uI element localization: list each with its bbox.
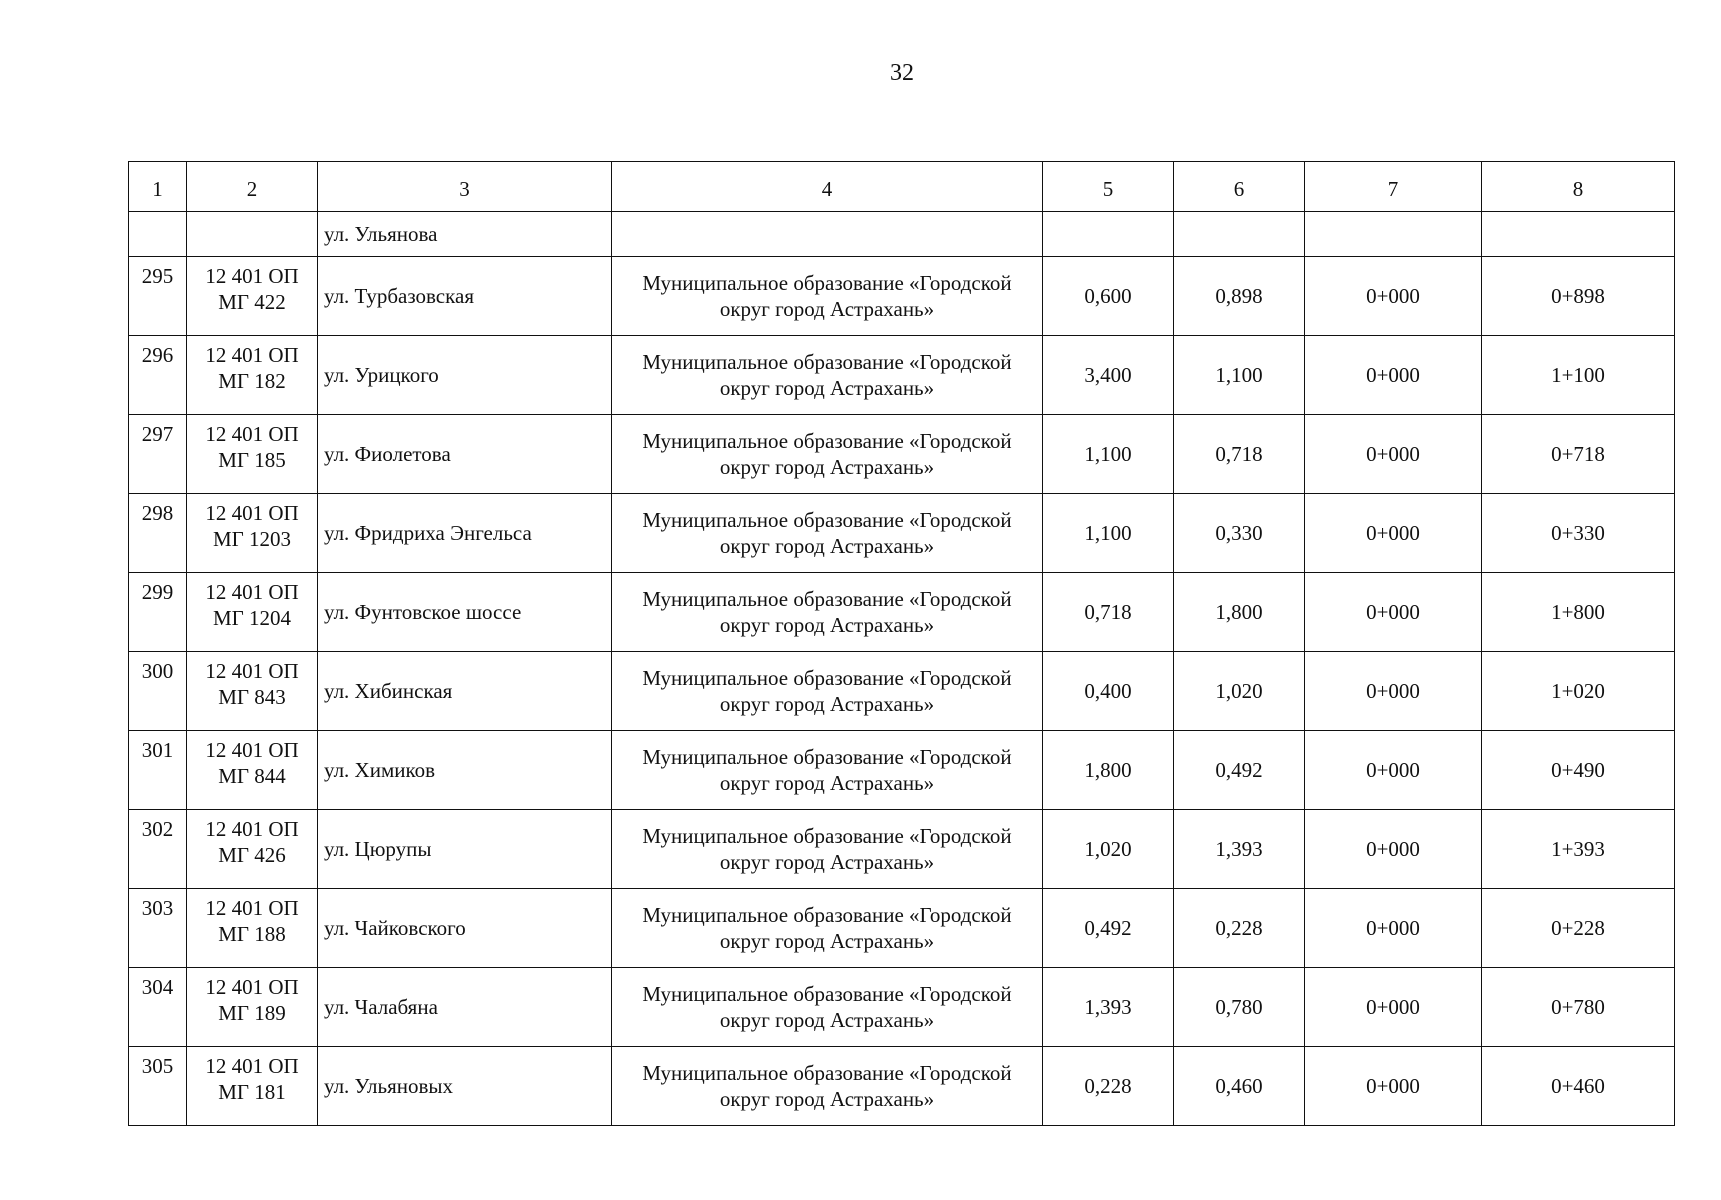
road-id-code — [187, 1047, 318, 1126]
owner-name-line-1: Муниципальное образование «Городской — [642, 350, 1012, 374]
column-7-value: 0+000 — [1305, 1047, 1482, 1126]
column-5-value: 1,100 — [1043, 415, 1174, 494]
column-7-value: 0+000 — [1305, 257, 1482, 336]
road-id-code-line-1: 12 401 ОП — [205, 1054, 299, 1078]
column-6-value: 1,393 — [1174, 810, 1305, 889]
road-id-code — [187, 731, 318, 810]
owner-name-line-1: Муниципальное образование «Городской — [642, 587, 1012, 611]
column-5-value: 0,492 — [1043, 889, 1174, 968]
column-6-value: 1,800 — [1174, 573, 1305, 652]
road-id-code-line-1: 12 401 ОП — [205, 896, 299, 920]
table-body — [129, 162, 1675, 1126]
column-8-value: 0+228 — [1482, 889, 1675, 968]
table-row — [129, 652, 1675, 731]
continuation-cell-8 — [1482, 212, 1675, 257]
continuation-cell-6 — [1174, 212, 1305, 257]
header-cell-3: 3 — [318, 162, 612, 212]
road-id-code-line-2: МГ 185 — [218, 448, 286, 472]
owner-name-line-1: Муниципальное образование «Городской — [642, 745, 1012, 769]
table-row — [129, 1047, 1675, 1126]
street-name: ул. Фридриха Энгельса — [318, 494, 612, 573]
street-name: ул. Урицкого — [318, 336, 612, 415]
header-cell-7: 7 — [1305, 162, 1482, 212]
column-7-value: 0+000 — [1305, 731, 1482, 810]
column-7-value: 0+000 — [1305, 415, 1482, 494]
column-7-value: 0+000 — [1305, 573, 1482, 652]
column-8-value: 0+898 — [1482, 257, 1675, 336]
owner-name-line-2: округ город Астрахань» — [719, 376, 935, 400]
owner-name-line-2: округ город Астрахань» — [719, 613, 935, 637]
continuation-street: ул. Ульянова — [318, 212, 612, 257]
column-8-value: 0+780 — [1482, 968, 1675, 1047]
column-8-value: 1+100 — [1482, 336, 1675, 415]
roads-table — [128, 161, 1675, 1126]
header-cell-1: 1 — [129, 162, 187, 212]
owner-name-line-1: Муниципальное образование «Городской — [642, 1061, 1012, 1085]
street-name: ул. Турбазовская — [318, 257, 612, 336]
street-name: ул. Фунтовское шоссе — [318, 573, 612, 652]
road-id-code-line-2: МГ 181 — [218, 1080, 286, 1104]
owner-name-line-1: Муниципальное образование «Городской — [642, 982, 1012, 1006]
column-6-value: 1,020 — [1174, 652, 1305, 731]
continuation-cell-num — [129, 212, 187, 257]
road-id-code-line-1: 12 401 ОП — [205, 343, 299, 367]
continuation-cell-5 — [1043, 212, 1174, 257]
road-id-code-line-2: МГ 422 — [218, 290, 286, 314]
column-6-value: 0,718 — [1174, 415, 1305, 494]
continuation-cell-code — [187, 212, 318, 257]
table-row — [129, 336, 1675, 415]
table-row — [129, 810, 1675, 889]
road-id-code — [187, 494, 318, 573]
owner-name-line-1: Муниципальное образование «Городской — [642, 666, 1012, 690]
owner-name-line-2: округ город Астрахань» — [719, 297, 935, 321]
column-8-value: 0+718 — [1482, 415, 1675, 494]
street-name: ул. Ульяновых — [318, 1047, 612, 1126]
column-5-value: 0,400 — [1043, 652, 1174, 731]
owner-name — [612, 889, 1043, 968]
road-id-code-line-2: МГ 1204 — [212, 606, 292, 630]
road-id-code — [187, 810, 318, 889]
road-id-code-line-2: МГ 844 — [218, 764, 286, 788]
owner-name-line-1: Муниципальное образование «Городской — [642, 508, 1012, 532]
row-number: 302 — [129, 810, 187, 889]
column-5-value: 1,800 — [1043, 731, 1174, 810]
street-name: ул. Фиолетова — [318, 415, 612, 494]
owner-name-line-2: округ город Астрахань» — [719, 929, 935, 953]
road-id-code — [187, 889, 318, 968]
street-name: ул. Химиков — [318, 731, 612, 810]
row-number: 305 — [129, 1047, 187, 1126]
column-8-value: 0+460 — [1482, 1047, 1675, 1126]
owner-name — [612, 415, 1043, 494]
owner-name — [612, 573, 1043, 652]
owner-name-line-1: Муниципальное образование «Городской — [642, 903, 1012, 927]
street-name: ул. Хибинская — [318, 652, 612, 731]
column-5-value: 1,100 — [1043, 494, 1174, 573]
column-8-value: 1+020 — [1482, 652, 1675, 731]
column-7-value: 0+000 — [1305, 652, 1482, 731]
column-5-value: 3,400 — [1043, 336, 1174, 415]
road-id-code-line-1: 12 401 ОП — [205, 975, 299, 999]
owner-name — [612, 494, 1043, 573]
row-number: 298 — [129, 494, 187, 573]
owner-name-line-2: округ город Астрахань» — [719, 1008, 935, 1032]
road-id-code-line-2: МГ 843 — [218, 685, 286, 709]
column-7-value: 0+000 — [1305, 494, 1482, 573]
column-8-value: 0+490 — [1482, 731, 1675, 810]
header-cell-4: 4 — [612, 162, 1043, 212]
road-id-code-line-2: МГ 1203 — [212, 527, 292, 551]
column-6-value: 0,330 — [1174, 494, 1305, 573]
owner-name-line-2: округ город Астрахань» — [719, 692, 935, 716]
road-id-code — [187, 968, 318, 1047]
table-row — [129, 573, 1675, 652]
owner-name — [612, 257, 1043, 336]
owner-name-line-2: округ город Астрахань» — [719, 771, 935, 795]
row-number: 295 — [129, 257, 187, 336]
road-id-code-line-2: МГ 426 — [218, 843, 286, 867]
road-id-code — [187, 257, 318, 336]
page-number: 32 — [890, 60, 914, 86]
column-6-value: 0,898 — [1174, 257, 1305, 336]
table-row — [129, 731, 1675, 810]
column-6-value: 0,460 — [1174, 1047, 1305, 1126]
row-number: 304 — [129, 968, 187, 1047]
column-5-value: 0,718 — [1043, 573, 1174, 652]
row-number: 300 — [129, 652, 187, 731]
column-8-value: 1+800 — [1482, 573, 1675, 652]
owner-name — [612, 1047, 1043, 1126]
owner-name-line-1: Муниципальное образование «Городской — [642, 271, 1012, 295]
column-5-value: 0,228 — [1043, 1047, 1174, 1126]
column-7-value: 0+000 — [1305, 968, 1482, 1047]
column-7-value: 0+000 — [1305, 889, 1482, 968]
owner-name-line-2: округ город Астрахань» — [719, 850, 935, 874]
row-number: 297 — [129, 415, 187, 494]
street-name: ул. Чайковского — [318, 889, 612, 968]
table-row — [129, 415, 1675, 494]
column-6-value: 0,492 — [1174, 731, 1305, 810]
road-id-code-line-2: МГ 188 — [218, 922, 286, 946]
road-id-code — [187, 415, 318, 494]
column-5-value: 1,393 — [1043, 968, 1174, 1047]
column-6-value: 1,100 — [1174, 336, 1305, 415]
column-8-value: 1+393 — [1482, 810, 1675, 889]
column-6-value: 0,228 — [1174, 889, 1305, 968]
header-cell-8: 8 — [1482, 162, 1675, 212]
column-7-value: 0+000 — [1305, 336, 1482, 415]
continuation-cell-7 — [1305, 212, 1482, 257]
road-id-code-line-1: 12 401 ОП — [205, 264, 299, 288]
header-cell-2: 2 — [187, 162, 318, 212]
table-row — [129, 968, 1675, 1047]
owner-name-line-2: округ город Астрахань» — [719, 1087, 935, 1111]
column-7-value: 0+000 — [1305, 810, 1482, 889]
road-id-code-line-1: 12 401 ОП — [205, 817, 299, 841]
column-5-value: 0,600 — [1043, 257, 1174, 336]
road-id-code-line-2: МГ 189 — [218, 1001, 286, 1025]
owner-name-line-2: округ город Астрахань» — [719, 534, 935, 558]
row-number: 301 — [129, 731, 187, 810]
owner-name — [612, 731, 1043, 810]
owner-name-line-1: Муниципальное образование «Городской — [642, 429, 1012, 453]
road-id-code-line-1: 12 401 ОП — [205, 501, 299, 525]
road-id-code-line-1: 12 401 ОП — [205, 422, 299, 446]
road-id-code-line-1: 12 401 ОП — [205, 580, 299, 604]
header-cell-5: 5 — [1043, 162, 1174, 212]
road-id-code-line-1: 12 401 ОП — [205, 659, 299, 683]
owner-name — [612, 336, 1043, 415]
row-number: 303 — [129, 889, 187, 968]
table-row — [129, 494, 1675, 573]
street-name: ул. Цюрупы — [318, 810, 612, 889]
row-number: 296 — [129, 336, 187, 415]
continuation-row — [129, 212, 1675, 257]
table-row — [129, 257, 1675, 336]
table-row — [129, 889, 1675, 968]
continuation-cell-owner — [612, 212, 1043, 257]
owner-name — [612, 652, 1043, 731]
road-id-code-line-2: МГ 182 — [218, 369, 286, 393]
road-id-code-line-1: 12 401 ОП — [205, 738, 299, 762]
road-id-code — [187, 573, 318, 652]
street-name: ул. Чалабяна — [318, 968, 612, 1047]
header-row — [129, 162, 1675, 212]
column-6-value: 0,780 — [1174, 968, 1305, 1047]
owner-name — [612, 810, 1043, 889]
road-id-code — [187, 652, 318, 731]
owner-name — [612, 968, 1043, 1047]
row-number: 299 — [129, 573, 187, 652]
column-8-value: 0+330 — [1482, 494, 1675, 573]
owner-name-line-2: округ город Астрахань» — [719, 455, 935, 479]
owner-name-line-1: Муниципальное образование «Городской — [642, 824, 1012, 848]
road-id-code — [187, 336, 318, 415]
header-cell-6: 6 — [1174, 162, 1305, 212]
column-5-value: 1,020 — [1043, 810, 1174, 889]
